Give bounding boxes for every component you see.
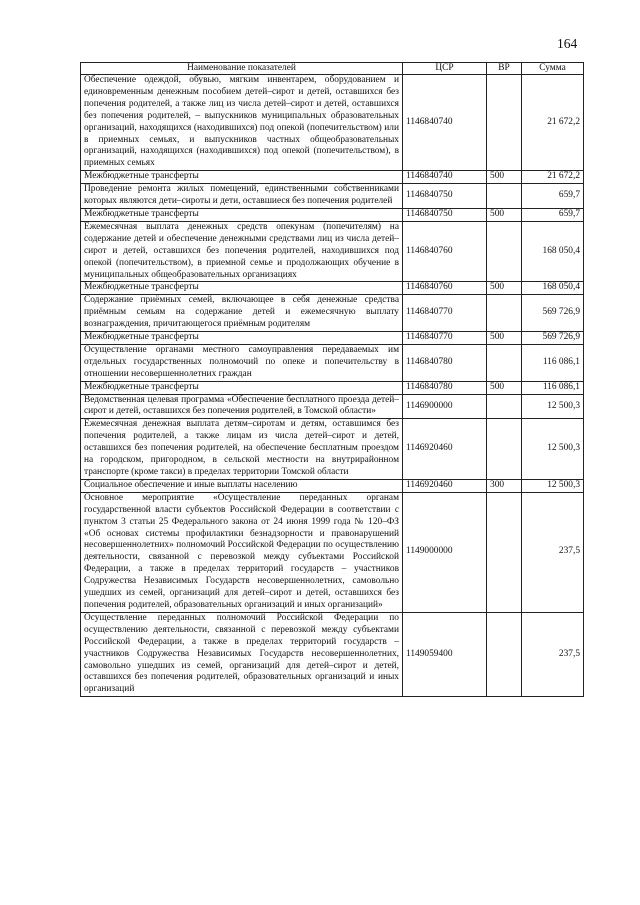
cell-sum: 237,5 (522, 492, 584, 612)
cell-sum: 569 726,9 (522, 295, 584, 332)
cell-name: Содержание приёмных семей, включающее в себя денежные средства приёмным семьям на содержание детей и ежемесячную выплату вознаграждения, причитающегося приёмным родителям (81, 295, 403, 332)
cell-csr: 1146840780 (403, 344, 487, 381)
page-number: 164 (557, 36, 578, 51)
cell-vr (487, 394, 522, 419)
table-row (81, 295, 584, 332)
cell-vr (487, 221, 522, 282)
cell-vr: 500 (487, 171, 522, 184)
cell-sum: 12 500,3 (522, 394, 584, 419)
table-row (81, 282, 584, 295)
header-csr: ЦСР (403, 63, 487, 75)
table-header-row (81, 63, 584, 75)
cell-name: Обеспечение одеждой, обувью, мягким инвентарем, оборудованием и единовременным денежным пособием детей–сирот и детей, оставшихся без попечения родителей, а также лиц из числа детей–сирот и детей, оставшихся без попечения родителей, – выпускников муниципальных образовательных организаций, находящихся (находившихся) под опекой (попечительством) или в приемных семьях, и выпускников частных общеобразовательных организаций, находящихся (находившихся) под опекой (попечительством), в приемных семьях (81, 75, 403, 171)
table-row (81, 332, 584, 345)
cell-name: Межбюджетные трансферты (81, 171, 403, 184)
cell-csr: 1146840780 (403, 381, 487, 394)
table-row (81, 221, 584, 282)
table-row (81, 381, 584, 394)
cell-vr (487, 344, 522, 381)
cell-vr: 300 (487, 479, 522, 492)
cell-sum: 168 050,4 (522, 282, 584, 295)
cell-sum: 659,7 (522, 184, 584, 209)
cell-csr: 1146840770 (403, 332, 487, 345)
cell-sum: 116 086,1 (522, 344, 584, 381)
table-row (81, 171, 584, 184)
cell-vr (487, 419, 522, 480)
cell-sum: 168 050,4 (522, 221, 584, 282)
cell-csr: 1146840760 (403, 282, 487, 295)
cell-name: Проведение ремонта жилых помещений, единственными собственниками которых являются дети–сироты и дети, оставшиеся без попечения родителей (81, 184, 403, 209)
cell-name: Ежемесячная выплата денежных средств опекунам (попечителям) на содержание детей и обеспечение денежными средствами лиц из числа детей–сирот и детей, оставшихся без попечения родителей, находившихся под опекой (попечительством), в приемной семье и продолжающих обучение в муниципальных общеобразовательных организациях (81, 221, 403, 282)
cell-name: Ежемесячная денежная выплата детям–сиротам и детям, оставшимся без попечения родителей, а также лицам из числа детей–сирот и детей, оставшихся без попечения родителей, на обеспечение бесплатным проездом на городском, пригородном, в сельской местности на внутрирайонном транспорте (кроме такси) в пределах территории Томской области (81, 419, 403, 480)
table-row (81, 344, 584, 381)
cell-name: Социальное обеспечение и иные выплаты населению (81, 479, 403, 492)
cell-sum: 21 672,2 (522, 171, 584, 184)
cell-sum: 569 726,9 (522, 332, 584, 345)
table-row (81, 492, 584, 612)
cell-sum: 116 086,1 (522, 381, 584, 394)
cell-vr: 500 (487, 282, 522, 295)
cell-vr (487, 75, 522, 171)
table-row (81, 208, 584, 221)
cell-name: Осуществление органами местного самоуправления передаваемых им отдельных государственных полномочий по опеке и попечительству в отношении несовершеннолетних граждан (81, 344, 403, 381)
table-row (81, 75, 584, 171)
cell-csr: 1146900000 (403, 394, 487, 419)
cell-csr: 1146840740 (403, 171, 487, 184)
cell-csr: 1146920460 (403, 479, 487, 492)
table-row (81, 479, 584, 492)
table-row (81, 612, 584, 696)
header-sum: Сумма (522, 63, 584, 75)
cell-csr: 1146840770 (403, 295, 487, 332)
table-row (81, 184, 584, 209)
cell-name: Межбюджетные трансферты (81, 208, 403, 221)
cell-csr: 1146920460 (403, 419, 487, 480)
cell-name: Основное мероприятие «Осуществление переданных органам государственной власти субъектов Российской Федерации в соответствии с пунктом 3 статьи 25 Федерального закона от 24 июня 1999 года № 120–ФЗ «Об основах системы профилактики безнадзорности и правонарушений несовершеннолетних» полномочий Российской Федерации по осуществлению деятельности, связанной с перевозкой между субъектами Российской Федерации, а также в пределах территорий государств – участников Содружества Независимых Государств несовершеннолетних, самовольно ушедших из семей, организаций для детей–сирот и детей, оставшихся без попечения родителей, образовательных организаций и иных организаций» (81, 492, 403, 612)
cell-vr (487, 492, 522, 612)
cell-name: Осуществление переданных полномочий Российской Федерации по осуществлению деятельности, связанной с перевозкой между субъектами Российской Федерации, а также в пределах территорий государств – участников Содружества Независимых Государств несовершеннолетних, самовольно ушедших из семей, организаций для детей–сирот и детей, оставшихся без попечения родителей, образовательных организаций и иных организаций (81, 612, 403, 696)
cell-name: Межбюджетные трансферты (81, 381, 403, 394)
cell-vr (487, 295, 522, 332)
table-row (81, 394, 584, 419)
cell-name: Межбюджетные трансферты (81, 332, 403, 345)
cell-sum: 12 500,3 (522, 479, 584, 492)
cell-vr (487, 184, 522, 209)
cell-sum: 659,7 (522, 208, 584, 221)
header-vr: ВР (487, 63, 522, 75)
cell-name: Ведомственная целевая программа «Обеспечение бесплатного проезда детей–сирот и детей, оставшихся без попечения родителей, в Томской области» (81, 394, 403, 419)
cell-name: Межбюджетные трансферты (81, 282, 403, 295)
cell-csr: 1146840760 (403, 221, 487, 282)
cell-csr: 1149000000 (403, 492, 487, 612)
cell-sum: 21 672,2 (522, 75, 584, 171)
cell-csr: 1146840750 (403, 184, 487, 209)
cell-vr (487, 612, 522, 696)
cell-csr: 1149059400 (403, 612, 487, 696)
cell-sum: 237,5 (522, 612, 584, 696)
header-name: Наименование показателей (81, 63, 403, 75)
cell-csr: 1146840750 (403, 208, 487, 221)
budget-table (80, 62, 584, 697)
table-body (81, 75, 584, 697)
cell-vr: 500 (487, 381, 522, 394)
cell-csr: 1146840740 (403, 75, 487, 171)
cell-vr: 500 (487, 332, 522, 345)
table-row (81, 419, 584, 480)
cell-vr: 500 (487, 208, 522, 221)
cell-sum: 12 500,3 (522, 419, 584, 480)
